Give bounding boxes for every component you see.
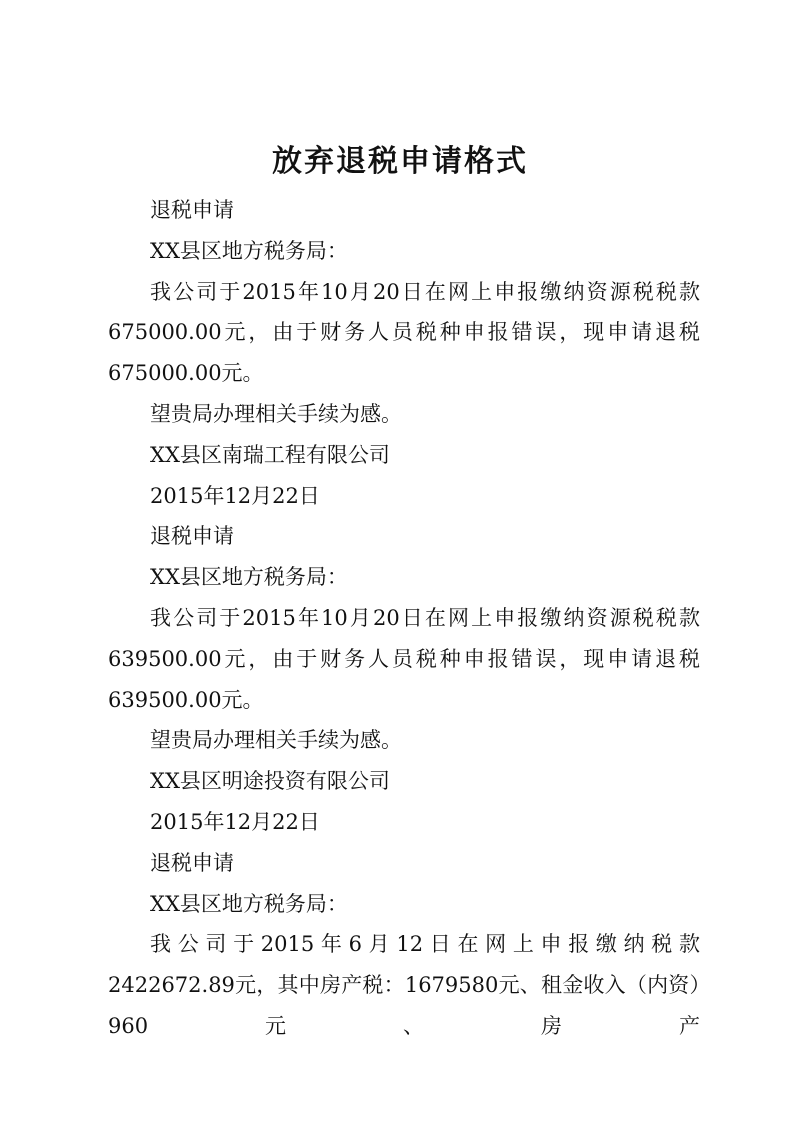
section-heading-1: 退税申请 [150, 198, 234, 222]
request-paragraph-3: 我公司于2015年6月12日在网上申报缴纳税款2422672.89元，其中房产税：1679580元、租金收入（内资）960元、房产 [108, 932, 700, 1038]
signature-date-2: 2015年12月22日 [150, 809, 320, 834]
section-heading-2: 退税申请 [150, 524, 234, 549]
addressee-2: XX县区地方税务局： [150, 565, 348, 590]
section-heading-3: 退税申请 [150, 850, 234, 875]
document-body [108, 190, 700, 1047]
request-paragraph-1: 我公司于2015年10月20日在网上申报缴纳资源税税款675000.00元，由于财务人员税种申报错误，现申请退税675000.00元。 [108, 279, 700, 386]
signature-date-1: 2015年12月22日 [150, 483, 320, 508]
signature-company-2: XX县区明途投资有限公司 [150, 769, 390, 794]
closing-paragraph-1: 望贵局办理相关手续为感。 [150, 401, 402, 426]
signature-company-1: XX县区南瑞工程有限公司 [150, 442, 390, 467]
addressee-3: XX县区地方税务局： [150, 891, 348, 916]
request-paragraph-2: 我公司于2015年10月20日在网上申报缴纳资源税税款639500.00元，由于财务人员税种申报错误，现申请退税639500.00元。 [108, 605, 700, 712]
document-title: 放弃退税申请格式 [272, 144, 528, 179]
closing-paragraph-2: 望贵局办理相关手续为感。 [150, 728, 402, 753]
addressee-1: XX县区地方税务局： [150, 238, 348, 263]
